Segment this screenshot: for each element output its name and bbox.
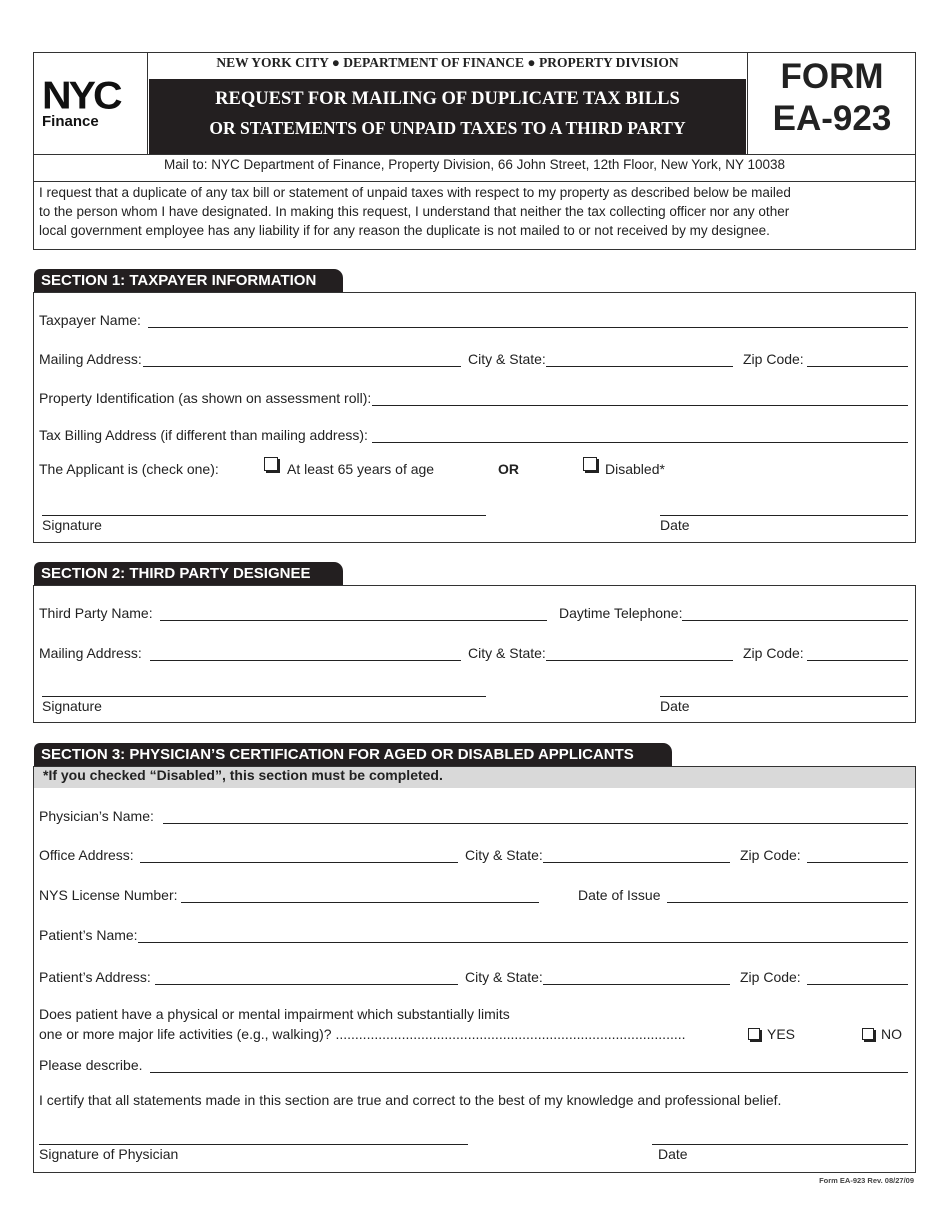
certify-statement: I certify that all statements made in this section are true and correct to the best of my knowledge and professional belief. xyxy=(39,1092,782,1108)
s2-mailing-address-label: Mailing Address: xyxy=(39,645,142,661)
office-address-input[interactable] xyxy=(140,846,462,862)
logo-text: NYC xyxy=(42,73,120,117)
physician-date-label: Date xyxy=(658,1146,688,1162)
property-id-input[interactable] xyxy=(372,389,912,405)
s2-zip-label: Zip Code: xyxy=(743,645,804,661)
third-party-name-input[interactable] xyxy=(160,604,551,620)
physician-date-input[interactable] xyxy=(652,1128,912,1144)
s3-patient-city-state-label: City & State: xyxy=(465,969,543,985)
patient-name-input[interactable] xyxy=(138,926,912,942)
physician-signature-line xyxy=(39,1144,468,1145)
license-number-input[interactable] xyxy=(181,886,543,902)
tax-billing-line xyxy=(372,442,908,443)
please-describe-label: Please describe. xyxy=(39,1057,143,1073)
s2-date-line xyxy=(660,696,908,697)
s2-zip-line xyxy=(807,660,908,661)
s3-office-city-state-line xyxy=(543,862,730,863)
date-of-issue-input[interactable] xyxy=(667,886,912,902)
mail-row-border xyxy=(33,154,916,155)
s2-mailing-address-line xyxy=(150,660,461,661)
section-3-header: SECTION 3: PHYSICIAN’S CERTIFICATION FOR AGED OR DISABLED APPLICANTS xyxy=(34,743,672,766)
age-65-label: At least 65 years of age xyxy=(287,461,435,477)
logo-cell-border xyxy=(147,52,148,155)
agency-line: NEW YORK CITY ● DEPARTMENT OF FINANCE ● PROPERTY DIVISION xyxy=(216,55,679,70)
physician-name-input[interactable] xyxy=(163,807,912,823)
age-65-checkbox[interactable] xyxy=(264,457,278,471)
form-revision: Form EA-923 Rev. 08/27/09 xyxy=(819,1176,914,1185)
s1-date-label: Date xyxy=(660,517,690,533)
section-2-header: SECTION 2: THIRD PARTY DESIGNEE xyxy=(34,562,343,585)
tax-billing-input[interactable] xyxy=(372,426,912,442)
s2-signature-line xyxy=(42,696,486,697)
s1-date-line xyxy=(660,515,908,516)
disabled-checkbox[interactable] xyxy=(583,457,597,471)
s3-patient-zip-input[interactable] xyxy=(807,968,912,984)
title-line-2: OR STATEMENTS OF UNPAID TAXES TO A THIRD PARTY xyxy=(209,118,686,138)
physician-name-line xyxy=(163,823,908,824)
tax-billing-label: Tax Billing Address (if different than mailing address): xyxy=(39,427,368,443)
s3-office-city-state-input[interactable] xyxy=(543,846,734,862)
no-checkbox[interactable] xyxy=(862,1028,874,1040)
title-line-1: REQUEST FOR MAILING OF DUPLICATE TAX BILLS xyxy=(215,89,680,109)
patient-address-label: Patient’s Address: xyxy=(39,969,151,985)
s3-patient-city-state-line xyxy=(543,984,730,985)
s3-patient-city-state-input[interactable] xyxy=(543,968,734,984)
s2-date-input[interactable] xyxy=(660,680,912,696)
s1-zip-input[interactable] xyxy=(807,350,912,366)
intro-line-3: local government employee has any liability if for any reason the duplicate is not mailed to or not received by my designee. xyxy=(39,223,770,238)
property-id-line xyxy=(372,405,908,406)
or-label: OR xyxy=(498,461,519,477)
s2-city-state-label: City & State: xyxy=(468,645,546,661)
s1-mailing-address-input[interactable] xyxy=(143,350,465,366)
date-of-issue-label: Date of Issue xyxy=(578,887,661,903)
s2-city-state-line xyxy=(546,660,733,661)
form-number: EA-923 xyxy=(772,99,892,138)
s1-city-state-label: City & State: xyxy=(468,351,546,367)
s2-date-label: Date xyxy=(660,698,690,714)
s1-signature-input[interactable] xyxy=(42,499,490,515)
daytime-telephone-input[interactable] xyxy=(682,604,912,620)
s3-patient-zip-line xyxy=(807,984,908,985)
s3-office-city-state-label: City & State: xyxy=(465,847,543,863)
physician-name-label: Physician’s Name: xyxy=(39,808,154,824)
nyc-finance-logo xyxy=(42,73,142,134)
taxpayer-name-line xyxy=(148,327,908,328)
daytime-telephone-line xyxy=(682,620,908,621)
s2-zip-input[interactable] xyxy=(807,644,912,660)
s3-patient-zip-label: Zip Code: xyxy=(740,969,801,985)
s3-office-zip-line xyxy=(807,862,908,863)
no-label: NO xyxy=(881,1026,902,1042)
office-address-label: Office Address: xyxy=(39,847,134,863)
mail-to-address: Mail to: NYC Department of Finance, Property Division, 66 John Street, 12th Floor, New York, NY 10038 xyxy=(163,157,786,172)
license-number-label: NYS License Number: xyxy=(39,887,178,903)
please-describe-input[interactable] xyxy=(150,1056,912,1072)
please-describe-line xyxy=(150,1072,908,1073)
s1-mailing-address-line xyxy=(143,366,461,367)
section-3-note: *If you checked “Disabled”, this section must be completed. xyxy=(43,767,443,783)
s3-office-zip-label: Zip Code: xyxy=(740,847,801,863)
intro-line-1: I request that a duplicate of any tax bill or statement of unpaid taxes with respect to my property as described below be mailed xyxy=(39,185,791,200)
patient-name-line xyxy=(138,942,908,943)
s1-date-input[interactable] xyxy=(660,499,912,515)
office-address-line xyxy=(140,862,458,863)
third-party-name-line xyxy=(160,620,547,621)
s1-signature-label: Signature xyxy=(42,517,102,533)
property-id-label: Property Identification (as shown on assessment roll): xyxy=(39,390,372,406)
patient-address-line xyxy=(155,984,458,985)
patient-name-label: Patient’s Name: xyxy=(39,927,138,943)
section-1-header: SECTION 1: TAXPAYER INFORMATION xyxy=(34,269,343,292)
s2-city-state-input[interactable] xyxy=(546,644,737,660)
intro-line-2: to the person whom I have designated. In making this request, I understand that neither the tax collecting officer nor any other xyxy=(39,204,790,219)
third-party-name-label: Third Party Name: xyxy=(39,605,153,621)
s2-signature-input[interactable] xyxy=(42,680,490,696)
s1-city-state-line xyxy=(546,366,733,367)
physician-signature-label: Signature of Physician xyxy=(39,1146,179,1162)
applicant-is-label: The Applicant is (check one): xyxy=(39,461,219,477)
s1-mailing-address-label: Mailing Address: xyxy=(39,351,142,367)
s1-signature-line xyxy=(42,515,486,516)
impairment-question-line-1: Does patient have a physical or mental impairment which substantially limits xyxy=(39,1006,510,1022)
s1-city-state-input[interactable] xyxy=(546,350,737,366)
physician-date-line xyxy=(652,1144,908,1145)
taxpayer-name-input[interactable] xyxy=(148,311,912,327)
s2-signature-label: Signature xyxy=(42,698,102,714)
impairment-question-line-2: one or more major life activities (e.g., walking)? .......................................................................................... xyxy=(39,1026,686,1042)
date-of-issue-line xyxy=(667,902,908,903)
daytime-telephone-label: Daytime Telephone: xyxy=(559,605,683,621)
s3-office-zip-input[interactable] xyxy=(807,846,912,862)
patient-address-input[interactable] xyxy=(155,968,462,984)
logo-sub: Finance xyxy=(42,113,99,130)
taxpayer-name-label: Taxpayer Name: xyxy=(39,312,141,328)
physician-signature-input[interactable] xyxy=(39,1128,472,1144)
yes-checkbox[interactable] xyxy=(748,1028,760,1040)
license-number-line xyxy=(181,902,539,903)
form-label: FORM xyxy=(780,57,884,96)
s1-zip-label: Zip Code: xyxy=(743,351,804,367)
s2-mailing-address-input[interactable] xyxy=(150,644,465,660)
yes-label: YES xyxy=(767,1026,796,1042)
disabled-label: Disabled* xyxy=(605,461,665,477)
title-block xyxy=(149,79,746,154)
s1-zip-line xyxy=(807,366,908,367)
